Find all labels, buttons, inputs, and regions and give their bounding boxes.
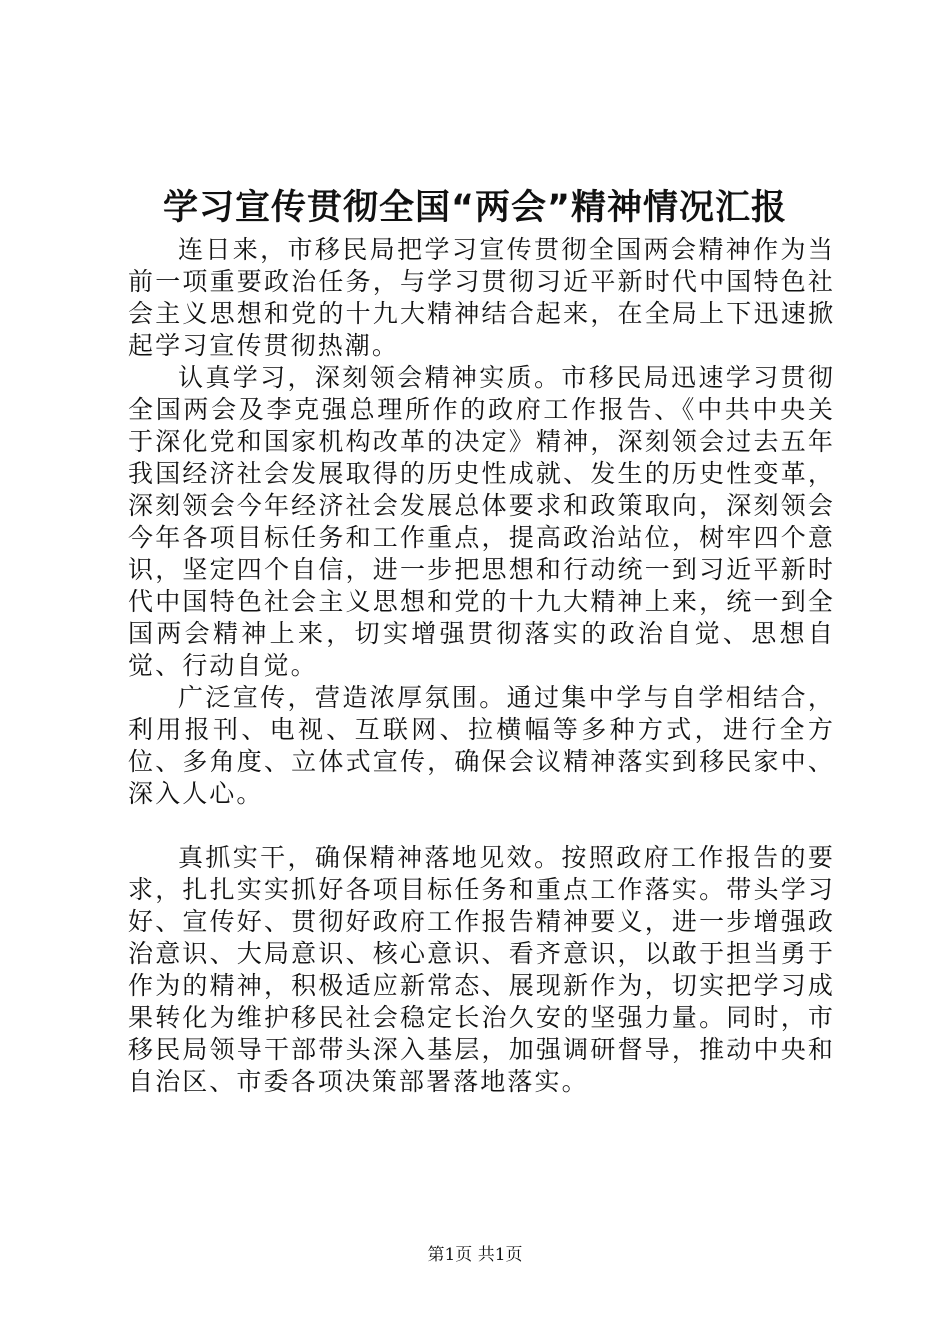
page-footer: 第1页 共1页: [427, 1245, 523, 1265]
document-title: 学习宣传贯彻全国“两会”精神情况汇报: [162, 188, 787, 228]
paragraph-study: 认真学习，深刻领会精神实质。市移民局迅速学习贯彻全国两会及李克强总理所作的政府工作报告、《中共中央关于深化党和国家机构改革的决定》精神，深刻领会过去五年我国经济社会发展取得的历史性成就、发生的历史性变革，深刻领会今年经济社会发展总体要求和政策取向，深刻领会今年各项目标任务和工作重点，提高政治站位，树牢四个意识，坚定四个自信，进一步把思想和行动统一到习近平新时代中国特色社会主义思想和党的十九大精神上来，统一到全国两会精神上来，切实增强贯彻落实的政治自觉、思想自觉、行动自觉。: [128, 363, 835, 680]
paragraph-publicity: 广泛宣传，营造浓厚氛围。通过集中学与自学相结合，利用报刊、电视、互联网、拉横幅等多种方式，进行全方位、多角度、立体式宣传，确保会议精神落实到移民家中、深入人心。: [128, 683, 835, 808]
paragraph-intro: 连日来，市移民局把学习宣传贯彻全国两会精神作为当前一项重要政治任务，与学习贯彻习近平新时代中国特色社会主义思想和党的十九大精神结合起来，在全局上下迅速掀起学习宣传贯彻热潮。: [128, 235, 835, 360]
document-body: [128, 234, 835, 1098]
paragraph-implementation: 真抓实干，确保精神落地见效。按照政府工作报告的要求，扎扎实实抓好各项目标任务和重点工作落实。带头学习好、宣传好、贯彻好政府工作报告精神要义，进一步增强政治意识、大局意识、核心意识、看齐意识，以敢于担当勇于作为的精神，积极适应新常态、展现新作为，切实把学习成果转化为维护移民社会稳定长治久安的坚强力量。同时，市移民局领导干部带头深入基层，加强调研督导，推动中央和自治区、市委各项决策部署落地落实。: [128, 843, 835, 1096]
